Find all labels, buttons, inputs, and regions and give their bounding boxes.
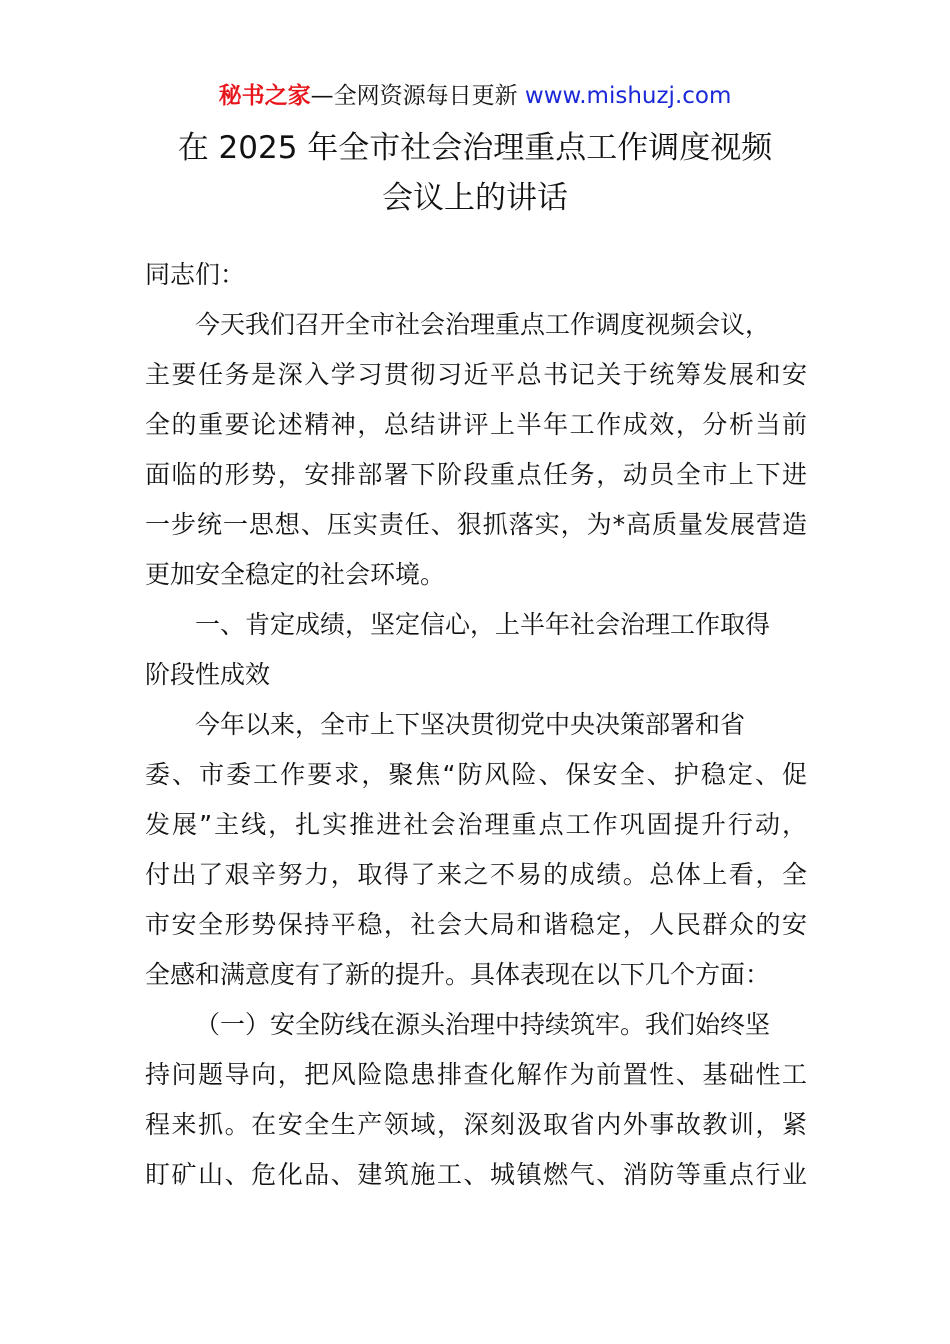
paragraph-line: 委、市委工作要求，聚焦“防风险、保安全、护稳定、促 (145, 760, 807, 789)
paragraph-line: 持问题导向，把风险隐患排查化解作为前置性、基础性工 (145, 1060, 807, 1089)
paragraph-line: 付出了艰辛努力，取得了来之不易的成绩。总体上看，全 (145, 860, 807, 889)
paragraph-line: 全感和满意度有了新的提升。具体表现在以下几个方面： (145, 960, 771, 989)
document-title-line-1: 在 2025 年全市社会治理重点工作调度视频 (177, 130, 773, 166)
paragraph-line: 全的重要论述精神，总结讲评上半年工作成效，分析当前 (145, 410, 807, 439)
paragraph-line: 一步统一思想、压实责任、狠抓落实，为*高质量发展营造 (145, 510, 807, 539)
document-title-line-2: 会议上的讲话 (382, 180, 568, 216)
paragraph-line: 市安全形势保持平稳，社会大局和谐稳定，人民群众的安 (145, 910, 807, 939)
document-body (145, 250, 807, 1200)
site-url-link[interactable]: www.mishuzj.com (524, 83, 732, 109)
paragraph-line: 今年以来，全市上下坚决贯彻党中央决策部署和省 (195, 710, 746, 739)
paragraph-line: 盯矿山、危化品、建筑施工、城镇燃气、消防等重点行业 (145, 1160, 807, 1189)
paragraph-line: 面临的形势，安排部署下阶段重点任务，动员全市上下进 (145, 460, 807, 489)
paragraph-line: 发展”主线，扎实推进社会治理重点工作巩固提升行动， (145, 810, 807, 839)
site-header (0, 80, 950, 112)
paragraph-line: 程来抓。在安全生产领域，深刻汲取省内外事故教训，紧 (145, 1110, 807, 1139)
section-heading-line: 一、肯定成绩，坚定信心，上半年社会治理工作取得 (195, 610, 771, 639)
salutation: 同志们： (145, 260, 246, 289)
brand-name: 秘书之家 (218, 83, 311, 109)
paragraph-line: 主要任务是深入学习贯彻习近平总书记关于统筹发展和安 (145, 360, 807, 389)
section-heading-line: 阶段性成效 (145, 660, 271, 689)
subsection-line: （一）安全防线在源头治理中持续筑牢。我们始终坚 (195, 1010, 771, 1039)
paragraph-line: 更加安全稳定的社会环境。 (145, 560, 446, 589)
paragraph-line: 今天我们召开全市社会治理重点工作调度视频会议， (195, 310, 771, 339)
header-tagline: —全网资源每日更新 (310, 83, 525, 109)
